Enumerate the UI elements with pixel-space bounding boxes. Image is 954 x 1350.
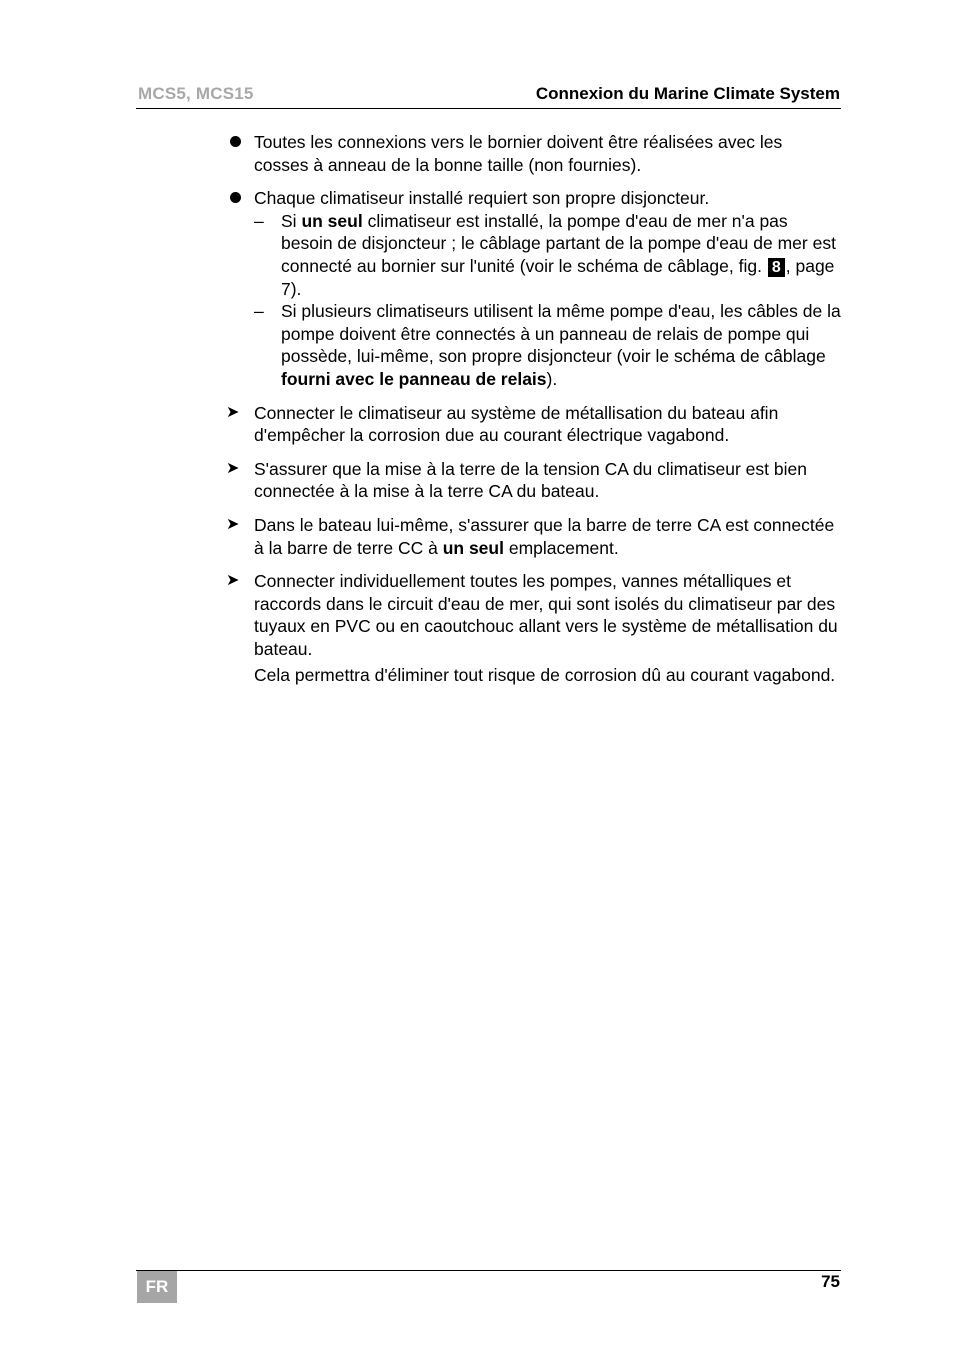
step-item <box>226 402 841 447</box>
dash-marker: – <box>254 301 264 322</box>
bullet-text: Chaque climatiseur installé requiert son propre disjoncteur. <box>254 188 710 209</box>
bullet-text: Toutes les connexions vers le bornier doivent être réalisées avec les cosses à anneau de la bonne taille (non fournies). <box>254 132 783 175</box>
sub-item-multiple-units <box>254 300 841 390</box>
bold-emphasis: un seul <box>301 210 363 231</box>
sub-item-text: ). <box>546 368 558 389</box>
bold-emphasis: un seul <box>442 537 504 558</box>
header-section-title: Connexion du Marine Climate System <box>535 84 840 103</box>
step-text: Dans le bateau lui-même, s'assurer que la barre de terre CA est connectée à la barre de terre CC à <box>254 514 835 558</box>
page-body <box>226 131 841 698</box>
page-number: 75 <box>821 1272 840 1291</box>
sub-item-text: Si <box>281 210 302 231</box>
arrow-marker-icon: ➤ <box>226 572 240 590</box>
step-item <box>226 514 841 559</box>
language-tab: FR <box>137 1271 177 1303</box>
step-text: Connecter individuellement toutes les pompes, vannes métalliques et raccords dans le circuit d'eau de mer, qui sont isolés du climatiseur par des tuyaux en PVC ou en caoutchouc allant vers le système de métallisation du bateau. <box>254 571 838 659</box>
bullet-item <box>226 187 841 390</box>
sub-item-text: Si plusieurs climatiseurs utilisent la même pompe d'eau, les câbles de la pompe doivent être connectés à un panneau de relais de pompe qui possède, lui-même, son propre disjoncteur (voir le schéma de câblage <box>281 301 841 367</box>
bullet-dot-icon <box>226 187 248 210</box>
sub-item-text: , page 7). <box>281 255 835 299</box>
step-text: S'assurer que la mise à la terre de la tension CA du climatiseur est bien connectée à la mise à la terre CA du bateau. <box>254 458 807 502</box>
bullet-item <box>226 131 841 176</box>
step-text: emplacement. <box>503 537 619 558</box>
arrow-marker-icon: ➤ <box>226 515 240 533</box>
bullet-dot-icon <box>226 131 248 154</box>
arrow-marker-icon: ➤ <box>226 403 240 421</box>
arrow-marker-icon: ➤ <box>226 459 240 477</box>
sub-item-single-unit <box>254 210 841 300</box>
header-product-name: MCS5, MCS15 <box>138 84 254 103</box>
bold-emphasis: fourni avec le panneau de relais <box>281 368 547 389</box>
step-item <box>226 458 841 503</box>
step-item <box>226 570 841 687</box>
sub-item-text: climatiseur est installé, la pompe d'eau de mer n'a pas besoin de disjoncteur ; le câblage partant de la pompe d'eau de mer est connecté au bornier sur l'unité (voir le schéma de câblage, fig. <box>281 210 836 276</box>
figure-reference-badge: 8 <box>768 258 785 277</box>
footer-divider <box>136 1270 841 1271</box>
step-text: Connecter le climatiseur au système de métallisation du bateau afin d'empêcher la corrosion due au courant électrique vagabond. <box>254 402 779 446</box>
dash-marker: – <box>254 210 264 231</box>
step-result-note: Cela permettra d'éliminer tout risque de corrosion dû au courant vagabond. <box>254 665 836 686</box>
header-divider <box>136 108 841 109</box>
